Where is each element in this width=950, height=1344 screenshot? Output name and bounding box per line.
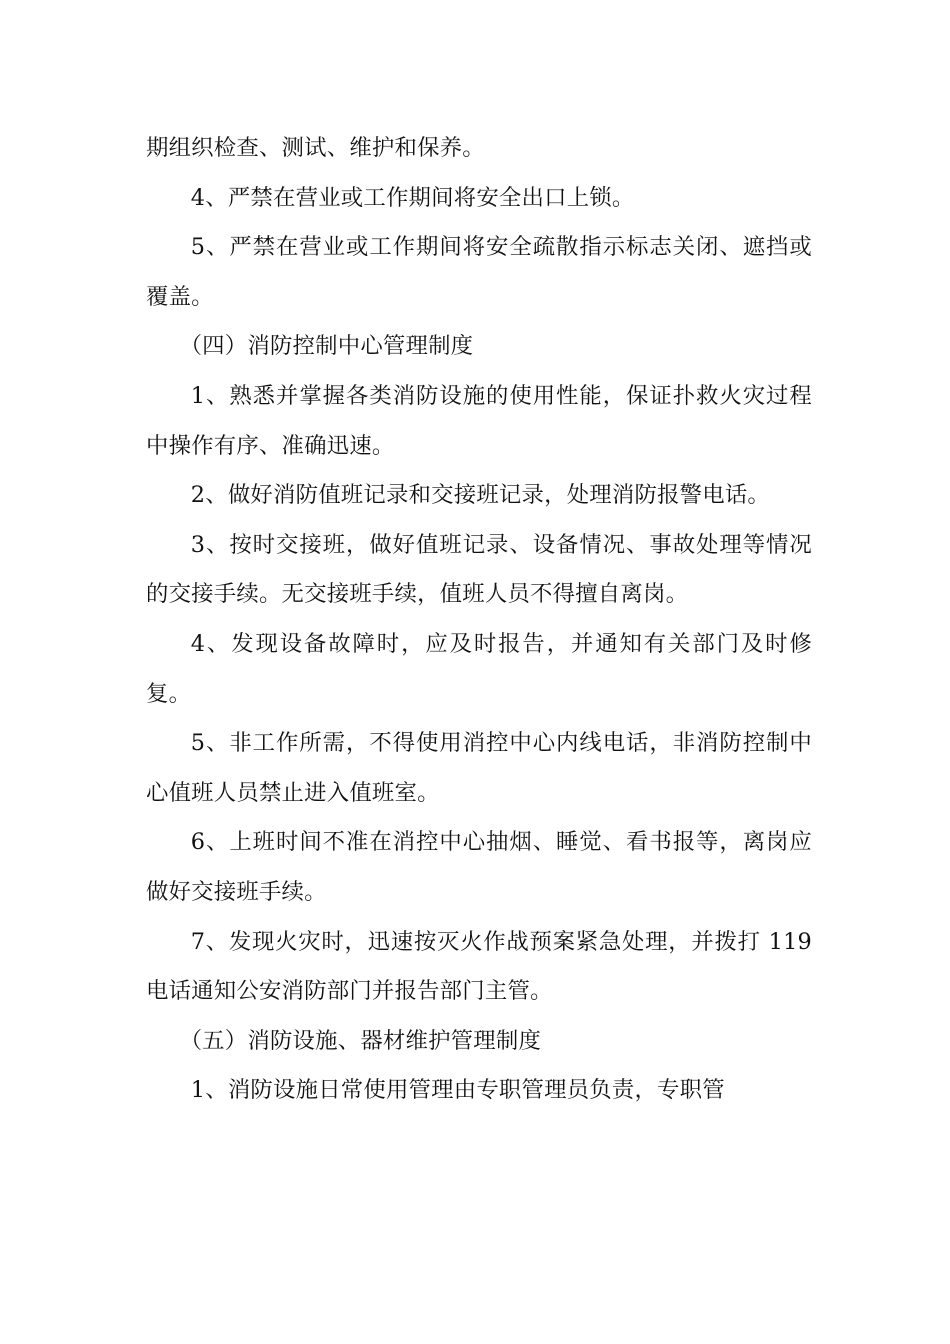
section-heading-maintenance: （五）消防设施、器材维护管理制度 [179, 1027, 542, 1054]
paragraph-item-4-equipment-fault: 4、发现设备故障时，应及时报告，并通知有关部门及时修复。 [146, 630, 812, 707]
paragraph-continuation: 期组织检查、测试、维护和保养。 [146, 135, 485, 161]
paragraph-item-5-evacuation-signs: 5、严禁在营业或工作期间将安全疏散指示标志关闭、遮挡或覆盖。 [146, 234, 812, 310]
paragraph-item-3-shift-handover: 3、按时交接班，做好值班记录、设备情况、事故处理等情况的交接手续。无交接班手续，值班人员不得擅自离岗。 [146, 531, 812, 608]
paragraph-item-5-phone-access: 5、非工作所需，不得使用消控中心内线电话，非消防控制中心值班人员禁止进入值班室。 [146, 730, 812, 806]
paragraph-item-2-duty-records: 2、做好消防值班记录和交接班记录，处理消防报警电话。 [190, 482, 771, 509]
paragraph-item-6-conduct: 6、上班时间不准在消控中心抽烟、睡觉、看书报等，离岗应做好交接班手续。 [146, 829, 812, 905]
paragraph-item-1-daily-management: 1、消防设施日常使用管理由专职管理员负责，专职管 [190, 1077, 725, 1104]
section-heading-control-center: （四）消防控制中心管理制度 [179, 333, 474, 360]
document-body [146, 124, 812, 1116]
paragraph-item-1-facilities: 1、熟悉并掌握各类消防设施的使用性能，保证扑救火灾过程中操作有序、准确迅速。 [146, 382, 812, 459]
paragraph-item-4-exit-lock: 4、严禁在营业或工作期间将安全出口上锁。 [190, 184, 635, 211]
paragraph-item-7-fire-response: 7、发现火灾时，迅速按灭火作战预案紧急处理，并拨打 119 电话通知公安消防部门并报告部门主管。 [146, 928, 812, 1005]
